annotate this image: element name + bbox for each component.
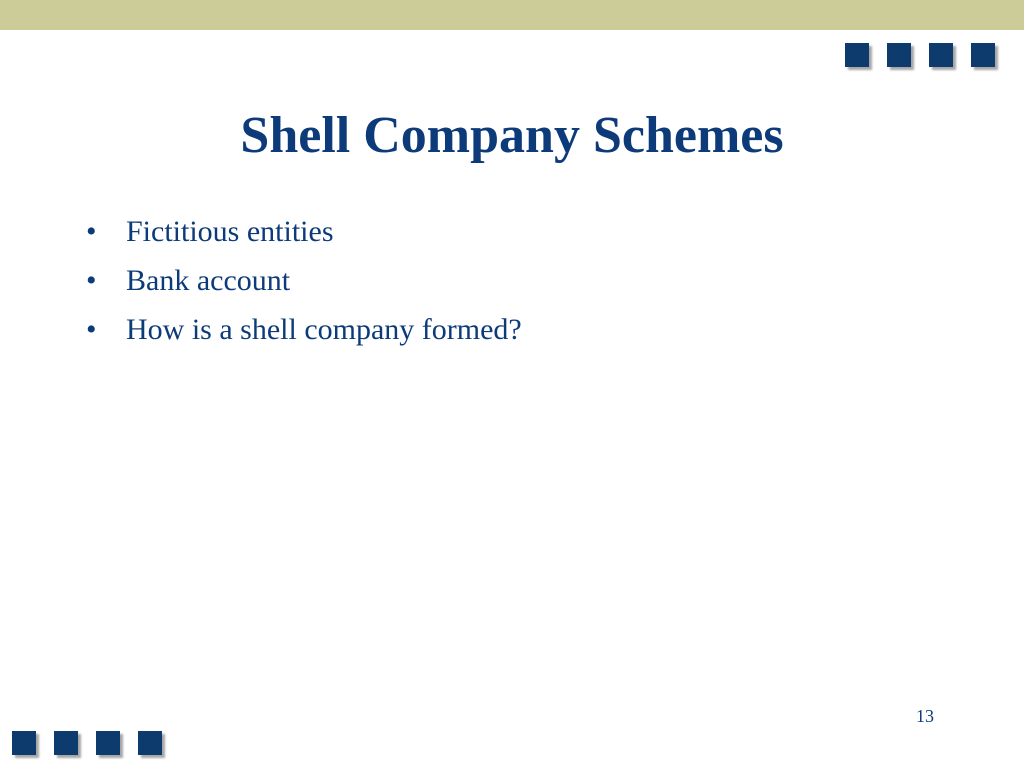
bottom-left-square-decoration [12,731,162,755]
decorative-square [971,43,995,67]
bullet-item [86,308,522,357]
bullet-text: Fictitious entities [126,215,334,248]
decorative-square [845,43,869,67]
top-right-square-decoration [845,43,995,67]
bullet-item [86,259,522,308]
bullet-text: How is a shell company formed? [126,313,522,346]
bullet-list [86,210,522,357]
bullet-text: Bank account [126,264,291,297]
bullet-dot: • [86,215,97,248]
decorative-square [54,731,78,755]
decorative-square [929,43,953,67]
decorative-square [138,731,162,755]
slide-title: Shell Company Schemes [240,107,784,164]
decorative-square [12,731,36,755]
bullet-dot: • [86,313,97,346]
top-decorative-band [0,0,1024,30]
decorative-square [887,43,911,67]
page-number: 13 [916,706,934,726]
bullet-item [86,210,522,259]
decorative-square [96,731,120,755]
bullet-dot: • [86,264,97,297]
